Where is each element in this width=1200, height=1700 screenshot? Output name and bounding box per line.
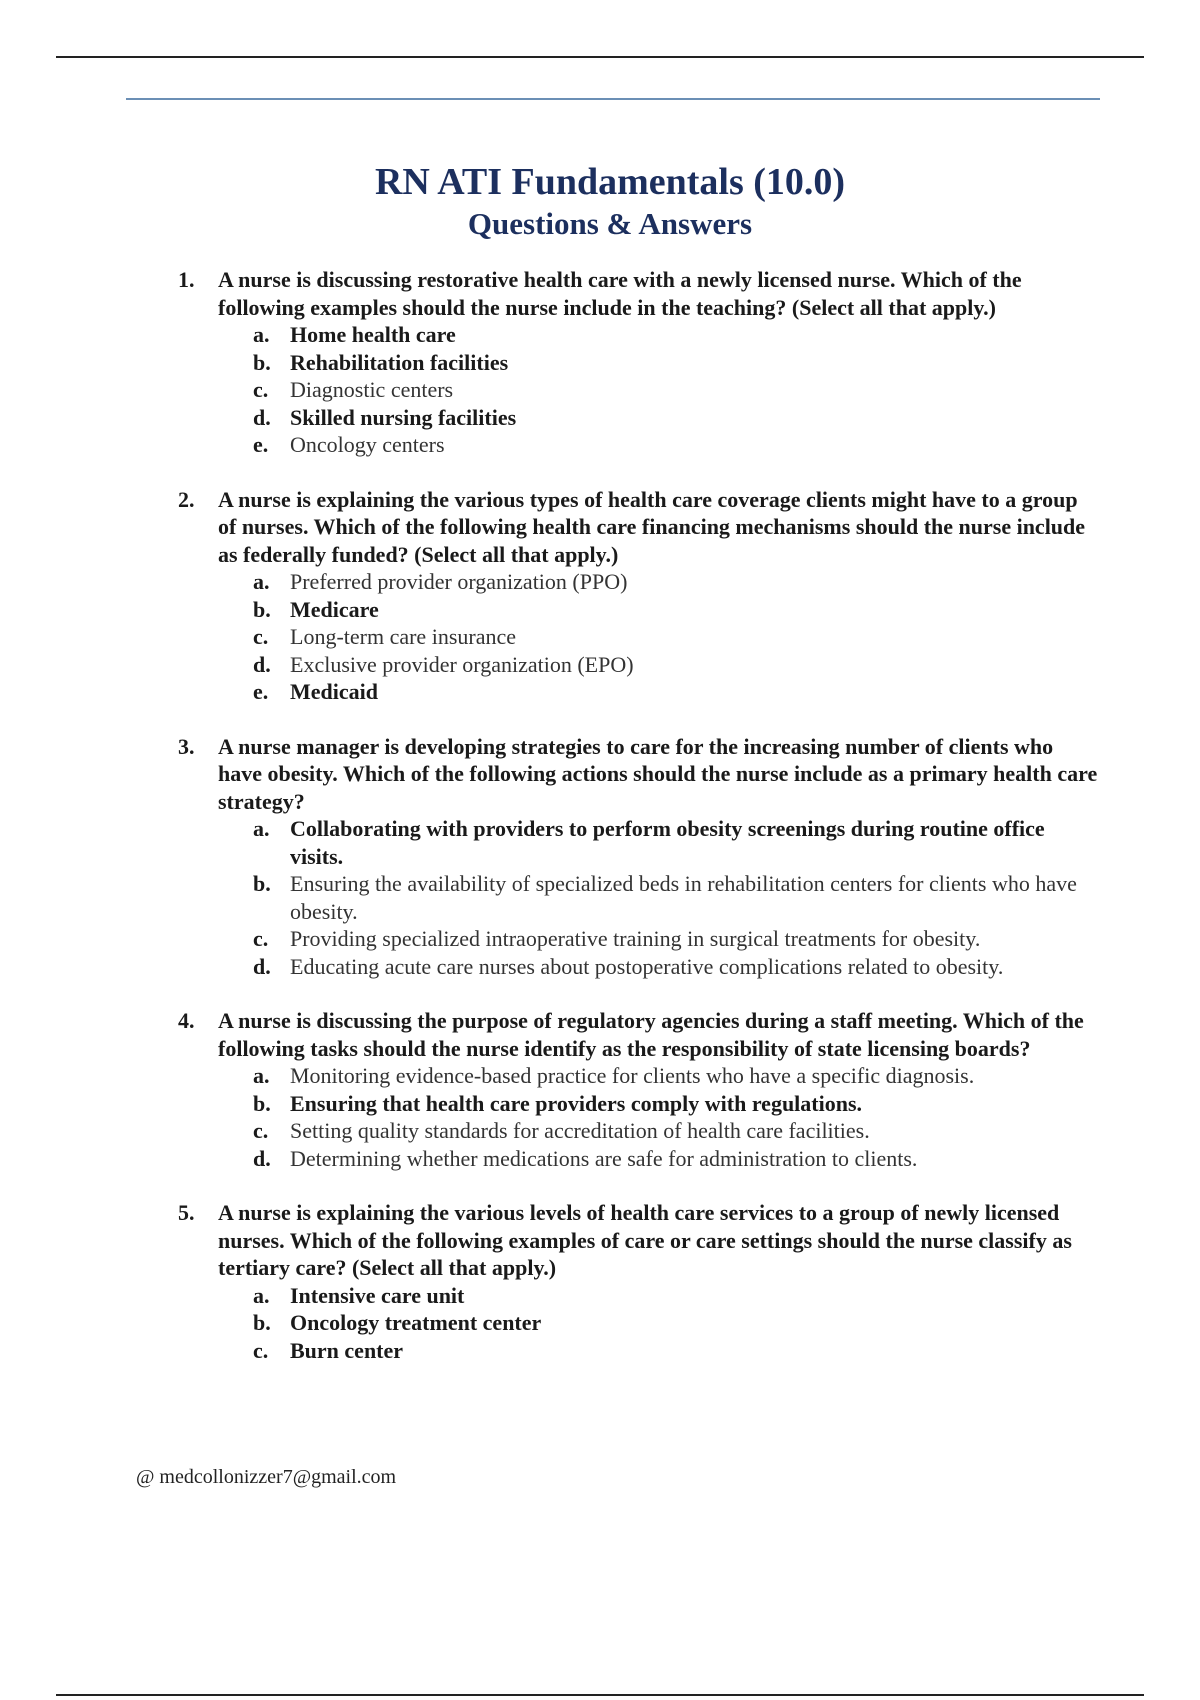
option-text: Preferred provider organization (PPO) <box>290 569 628 594</box>
option-letter: a. <box>253 569 270 594</box>
answer-option <box>178 870 1098 925</box>
answer-option <box>178 953 1098 981</box>
answer-option-correct <box>178 596 1098 624</box>
option-letter: d. <box>253 651 271 677</box>
option-text: Long-term care insurance <box>290 624 516 649</box>
answer-options <box>178 815 1098 980</box>
option-letter: a. <box>253 816 270 841</box>
question-text: A nurse is discussing restorative health care with a newly licensed nurse. Which of the following examples should the nurse include in the teaching? (Select all that apply.) <box>218 267 1022 320</box>
question-number: 2. <box>178 486 195 512</box>
option-letter: e. <box>253 432 269 457</box>
option-text: Monitoring evidence-based practice for clients who have a specific diagnosis. <box>290 1063 975 1088</box>
option-letter: d. <box>253 1145 271 1171</box>
option-text: Burn center <box>290 1337 404 1363</box>
answer-option-correct <box>178 321 1098 349</box>
answer-options <box>178 321 1098 459</box>
option-text: Exclusive provider organization (EPO) <box>290 651 634 677</box>
question-text: A nurse is explaining the various levels of health care services to a group of newly licensed nurses. Which of the following examples of care or care settings should the nurse classify as tertiary care? (Select all that apply.) <box>218 1200 1072 1280</box>
option-text: Rehabilitation facilities <box>290 349 509 375</box>
option-letter: c. <box>253 377 269 402</box>
option-letter: a. <box>253 322 270 347</box>
option-letter: b. <box>253 871 271 896</box>
answer-options <box>178 568 1098 706</box>
bottom-rule <box>56 1694 1144 1696</box>
option-letter: d. <box>253 404 271 430</box>
option-text: Providing specialized intraoperative training in surgical treatments for obesity. <box>290 926 981 951</box>
answer-option-correct <box>178 1090 1098 1118</box>
answer-option <box>178 1145 1098 1173</box>
answer-option-correct <box>178 1337 1098 1365</box>
option-text: Skilled nursing facilities <box>290 404 517 430</box>
option-text: Oncology treatment center <box>290 1310 542 1335</box>
question-text: A nurse is explaining the various types of health care coverage clients might have to a group of nurses. Which of the following health care financing mechanisms should the nurse include as federally funded? (Select all that apply.) <box>218 486 1086 567</box>
option-letter: b. <box>253 596 271 622</box>
option-letter: b. <box>253 1310 271 1335</box>
answer-option-correct <box>178 815 1098 870</box>
question-item <box>178 1199 1098 1364</box>
answer-option <box>178 376 1098 404</box>
answer-option-correct <box>178 678 1098 706</box>
question-text: A nurse manager is developing strategies to care for the increasing number of clients who have obesity. Which of the following actions should the nurse include as a primary health care strategy? <box>218 733 1098 814</box>
question-item <box>178 486 1098 706</box>
option-text: Setting quality standards for accreditation of health care facilities. <box>290 1118 870 1143</box>
answer-option <box>178 1117 1098 1145</box>
option-text: Medicaid <box>290 679 378 704</box>
option-text: Ensuring that health care providers comply with regulations. <box>290 1090 863 1116</box>
footer-email: @ medcollonizzer7@gmail.com <box>136 1466 397 1488</box>
option-letter: e. <box>253 679 269 704</box>
option-text: Educating acute care nurses about postoperative complications related to obesity. <box>290 953 1004 979</box>
option-text: Determining whether medications are safe for administration to clients. <box>290 1145 918 1171</box>
option-text: Oncology centers <box>290 432 445 457</box>
question-number: 3. <box>178 733 195 759</box>
option-letter: a. <box>253 1282 270 1308</box>
option-letter: b. <box>253 1090 271 1116</box>
question-item <box>178 266 1098 459</box>
question-number: 1. <box>178 267 195 292</box>
title-block <box>0 160 1200 244</box>
option-text: Ensuring the availability of specialized beds in rehabilitation centers for clients who have obesity. <box>290 871 1077 924</box>
option-letter: b. <box>253 349 271 375</box>
answer-option <box>178 925 1098 953</box>
document-subtitle: Questions & Answers <box>467 206 753 241</box>
question-number: 5. <box>178 1200 195 1225</box>
question-list <box>178 266 1098 1391</box>
option-letter: c. <box>253 926 269 951</box>
option-text: Intensive care unit <box>290 1282 465 1308</box>
answer-options <box>178 1062 1098 1172</box>
answer-option <box>178 1062 1098 1090</box>
answer-option-correct <box>178 1309 1098 1337</box>
question-text: A nurse is discussing the purpose of regulatory agencies during a staff meeting. Which of the following tasks should the nurse identify as the responsibility of state licensing boards? <box>218 1008 1084 1061</box>
option-letter: a. <box>253 1063 270 1088</box>
top-rule <box>56 56 1144 58</box>
answer-option-correct <box>178 404 1098 432</box>
option-letter: c. <box>253 1118 269 1143</box>
option-text: Home health care <box>290 322 456 347</box>
option-text: Diagnostic centers <box>290 377 454 402</box>
option-text: Collaborating with providers to perform obesity screenings during routine office visits. <box>290 816 1045 869</box>
answer-option <box>178 568 1098 596</box>
answer-option-correct <box>178 349 1098 377</box>
answer-option-correct <box>178 1282 1098 1310</box>
option-letter: c. <box>253 624 269 649</box>
answer-option <box>178 651 1098 679</box>
answer-option <box>178 623 1098 651</box>
question-item <box>178 1007 1098 1172</box>
answer-option <box>178 431 1098 459</box>
question-item <box>178 733 1098 981</box>
answer-options <box>178 1282 1098 1365</box>
option-letter: d. <box>253 953 271 979</box>
option-text: Medicare <box>290 596 379 622</box>
document-title: RN ATI Fundamentals (10.0) <box>374 161 846 203</box>
question-number: 4. <box>178 1008 195 1033</box>
header-divider <box>126 98 1100 100</box>
option-letter: c. <box>253 1337 269 1363</box>
